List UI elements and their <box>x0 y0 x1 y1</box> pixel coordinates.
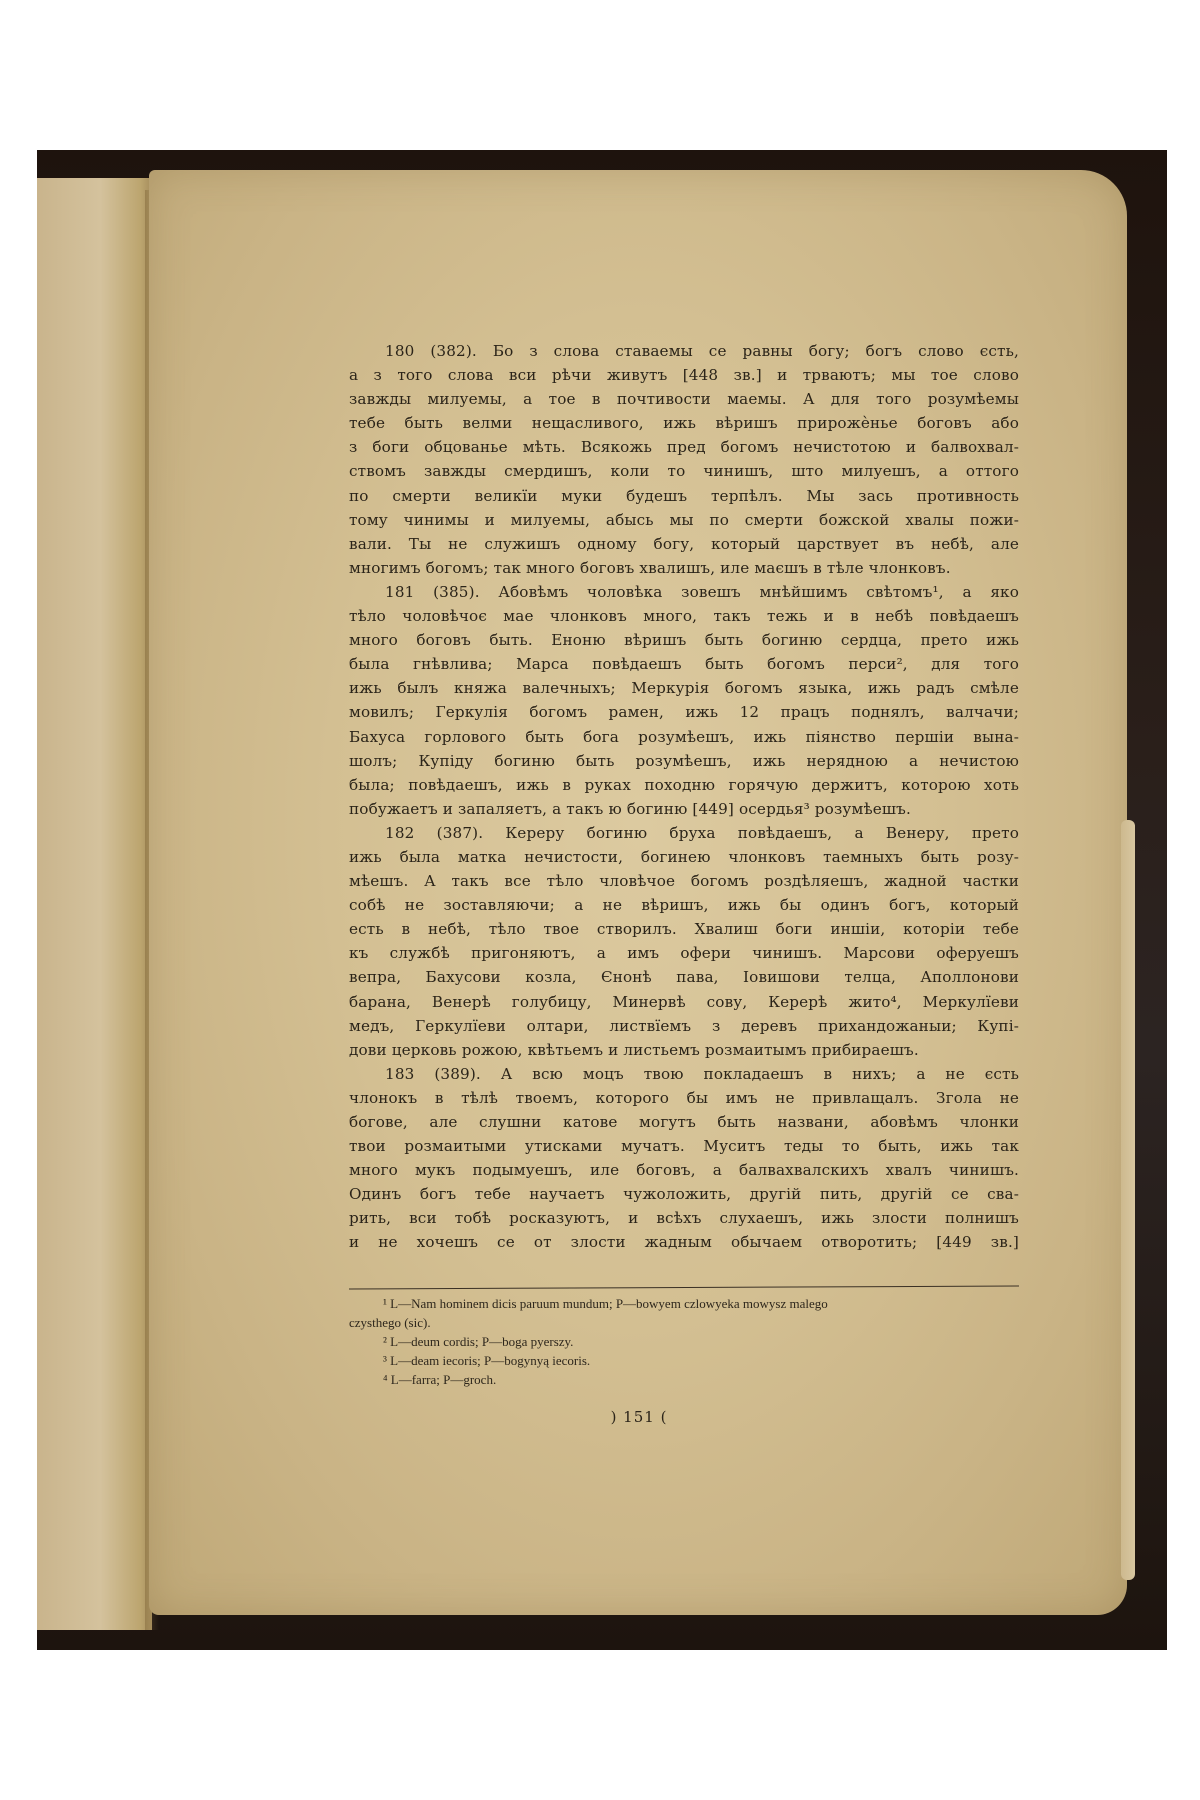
footnote: ³ L—deam iecoris; P—bogynyą iecoris. <box>383 1353 591 1368</box>
text-line: и не хочешъ се от злости жадным обычаем отворотить; [449 зв.] <box>349 1233 1019 1252</box>
text-line: есть в небѣ, тѣло твое створилъ. Хвалиш боги иншіи, которіи тебе <box>349 920 1019 939</box>
text-line: многимъ богомъ; так много боговъ хвалишъ, иле маєшъ в тѣле члонковъ. <box>349 558 951 577</box>
text-line: 181 (385). Абовѣмъ чоловѣка зовешъ мнѣйшимъ свѣтомъ¹, а яко <box>385 582 1019 601</box>
text-line: мовилъ; Геркулія богомъ рамен, ижь 12 працъ поднялъ, валчачи; <box>349 703 1019 722</box>
text-line: вепра, Бахусови козла, Єнонѣ пава, Іовишови телца, Аполлонови <box>349 968 1019 987</box>
text-line: собѣ не зоставляючи; а не вѣришъ, ижь бы одинъ богъ, который <box>349 896 1019 915</box>
footnote: ² L—deum cordis; P—boga pyerszy. <box>383 1334 574 1349</box>
text-line: 183 (389). А всю моцъ твою покладаешъ в нихъ; а не єсть <box>385 1064 1019 1083</box>
text-line: къ службѣ пригоняютъ, а имъ офери чинишъ. Марсови оферуешъ <box>349 944 1019 963</box>
text-line: а з того слова вси рѣчи живутъ [448 зв.] и трваютъ; мы тое слово <box>349 366 1019 385</box>
body-text <box>349 339 1019 1255</box>
text-line: з боги обцованье мѣть. Всякожь пред богомъ нечистотою и балвохвал- <box>349 438 1019 457</box>
text-line: тебе быть велми нещасливого, ижь вѣришъ прирожѐнье боговъ або <box>349 414 1019 433</box>
footnote-divider <box>349 1286 1019 1290</box>
text-line: ижь былъ княжа валечныхъ; Меркурія богомъ языка, ижь радъ смѣле <box>349 679 1019 698</box>
text-line: по смерти великїи муки будешъ терпѣлъ. Мы зась противность <box>349 486 1019 505</box>
text-line: тѣло чоловѣчоє мае члонковъ много, такъ тежь и в небѣ повѣдаешъ <box>349 607 1019 626</box>
left-page-edge <box>37 178 152 1630</box>
text-line: дови церковь рожою, квѣтьемъ и листьемъ розмаитымъ прибираешъ. <box>349 1040 919 1059</box>
text-line: побужаетъ и запаляетъ, а такъ ю богиню [449] осердья³ розумѣешъ. <box>349 799 911 818</box>
footnotes <box>349 1294 1019 1389</box>
text-line: Бахуса горлового быть бога розумѣешъ, ижь піянство першіи вына- <box>349 727 1019 746</box>
footnote: ⁴ L—farra; P—groch. <box>383 1372 497 1387</box>
text-line: вали. Ты не служишъ одному богу, который царствует въ небѣ, але <box>349 534 1019 553</box>
text-line: ствомъ завжды смердишъ, коли то чинишъ, што милуешъ, а оттого <box>349 462 1019 481</box>
page-number: ) 151 ( <box>610 1408 668 1426</box>
text-line: богове, але слушни катове могутъ быть названи, абовѣмъ члонки <box>349 1113 1019 1131</box>
text-line: была гнѣвлива; Марса повѣдаешъ быть богомъ перси², для того <box>349 655 1019 674</box>
text-line: медъ, Геркулїеви олтари, листвїемъ з деревъ прихандожаныи; Купі- <box>349 1016 1019 1035</box>
text-line: 180 (382). Бо з слова ставаемы се равны богу; богъ слово єсть, <box>385 342 1019 360</box>
right-page <box>149 170 1127 1615</box>
book-photo <box>37 150 1167 1650</box>
text-line: тому чинимы и милуемы, абысь мы по смерти божской хвалы пожи- <box>349 510 1019 529</box>
text-line: завжды милуемы, а тое в почтивости маемы. А для того розумѣемы <box>349 390 1019 409</box>
text-line: Одинъ богъ тебе научаетъ чужоложить, другій пить, другій се сва- <box>349 1185 1019 1204</box>
footnote: ¹ L—Nam hominem dicis paruum mundum; P—bowyem czlowyeka mowysz malego <box>383 1296 828 1311</box>
text-line: была; повѣдаешъ, ижь в руках походню горячую держитъ, которою хоть <box>349 775 1019 794</box>
text-line: мѣешъ. А такъ все тѣло чловѣчое богомъ роздѣляешъ, жадной частки <box>349 872 1019 891</box>
text-line: ижь была матка нечистости, богинею члонковъ таемныхъ быть розу- <box>349 847 1019 866</box>
worn-page-edge <box>1121 820 1135 1580</box>
footnote-continuation: czysthego (sic). <box>349 1315 431 1330</box>
text-line: 182 (387). Кереру богиню бруха повѣдаешъ, а Венеру, прето <box>385 823 1019 842</box>
text-line: много мукъ подымуешъ, иле боговъ, а балвахвалскихъ хвалъ чинишъ. <box>349 1161 1019 1180</box>
text-line: члонокъ в тѣлѣ твоемъ, которого бы имъ не привлащалъ. Згола не <box>349 1088 1019 1107</box>
text-line: шолъ; Купіду богиню быть розумѣешъ, ижь нерядною а нечистою <box>349 751 1019 770</box>
text-line: твои розмаитыми утисками мучатъ. Муситъ теды то быть, ижь так <box>349 1137 1019 1156</box>
text-line: барана, Венерѣ голубицу, Минервѣ сову, Керерѣ жито⁴, Меркулїеви <box>349 992 1019 1011</box>
text-line: рить, вси тобѣ росказуютъ, и всѣхъ слухаешъ, ижь злости полнишъ <box>349 1209 1019 1228</box>
text-line: много боговъ быть. Еноню вѣришъ быть богиню сердца, прето ижь <box>349 631 1019 650</box>
